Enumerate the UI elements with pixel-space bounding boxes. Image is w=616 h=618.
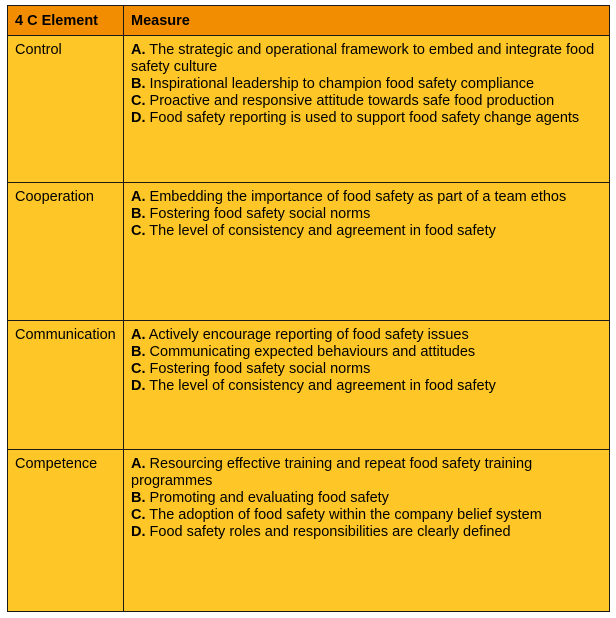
measure-letter: D. xyxy=(131,524,146,540)
element-cell: Cooperation xyxy=(8,183,124,321)
measure-cell xyxy=(124,321,610,450)
table-row xyxy=(8,183,610,321)
measure-letter: B. xyxy=(131,344,146,360)
measure-cell xyxy=(124,183,610,321)
measure-text: The strategic and operational framework to embed and integrate food safety culture xyxy=(131,42,595,75)
measure-letter: C. xyxy=(131,93,146,109)
element-cell: Communication xyxy=(8,321,124,450)
measure-item xyxy=(131,223,603,240)
column-header-measure: Measure xyxy=(124,6,610,36)
measure-letter: B. xyxy=(131,76,146,92)
measure-text: The level of consistency and agreement in food safety xyxy=(145,378,496,394)
measure-letter: A. xyxy=(131,42,146,58)
measure-text: Embedding the importance of food safety as part of a team ethos xyxy=(145,189,567,205)
table-row xyxy=(8,450,610,612)
measure-cell xyxy=(124,450,610,612)
measure-item xyxy=(131,189,603,206)
measure-item xyxy=(131,344,603,361)
measure-text: Fostering food safety social norms xyxy=(145,206,371,222)
measure-text: The adoption of food safety within the company belief system xyxy=(145,507,542,523)
measure-item xyxy=(131,206,603,223)
measure-letter: C. xyxy=(131,361,146,377)
measure-letter: D. xyxy=(131,378,146,394)
measure-text: Communicating expected behaviours and attitudes xyxy=(145,344,476,360)
measure-item xyxy=(131,524,603,541)
measure-item xyxy=(131,110,603,127)
measure-item xyxy=(131,490,603,507)
four-c-measures-table xyxy=(7,5,610,612)
table-row xyxy=(8,321,610,450)
measure-text: The level of consistency and agreement in food safety xyxy=(145,223,496,239)
measure-letter: C. xyxy=(131,507,146,523)
element-cell: Control xyxy=(8,36,124,183)
measure-text: Inspirational leadership to champion food safety compliance xyxy=(145,76,535,92)
measure-item xyxy=(131,42,603,76)
measure-item xyxy=(131,456,603,490)
measure-item xyxy=(131,327,603,344)
measure-item xyxy=(131,93,603,110)
measure-text: Food safety reporting is used to support food safety change agents xyxy=(145,110,580,126)
measure-letter: C. xyxy=(131,223,146,239)
measure-letter: A. xyxy=(131,189,146,205)
table-row xyxy=(8,36,610,183)
measure-letter: B. xyxy=(131,490,146,506)
measure-text: Promoting and evaluating food safety xyxy=(145,490,389,506)
measure-item xyxy=(131,76,603,93)
measure-text: Proactive and responsive attitude towards safe food production xyxy=(145,93,555,109)
measure-text: Resourcing effective training and repeat food safety training programmes xyxy=(131,456,533,489)
measure-text: Fostering food safety social norms xyxy=(145,361,371,377)
column-header-element: 4 C Element xyxy=(8,6,124,36)
measure-item xyxy=(131,361,603,378)
measure-text: Actively encourage reporting of food safety issues xyxy=(145,327,469,343)
measure-item xyxy=(131,507,603,524)
measure-text: Food safety roles and responsibilities are clearly defined xyxy=(145,524,511,540)
measure-cell xyxy=(124,36,610,183)
element-cell: Competence xyxy=(8,450,124,612)
measure-letter: A. xyxy=(131,327,146,343)
header-row xyxy=(8,6,610,36)
measure-item xyxy=(131,378,603,395)
measure-letter: B. xyxy=(131,206,146,222)
measure-letter: A. xyxy=(131,456,146,472)
measure-letter: D. xyxy=(131,110,146,126)
